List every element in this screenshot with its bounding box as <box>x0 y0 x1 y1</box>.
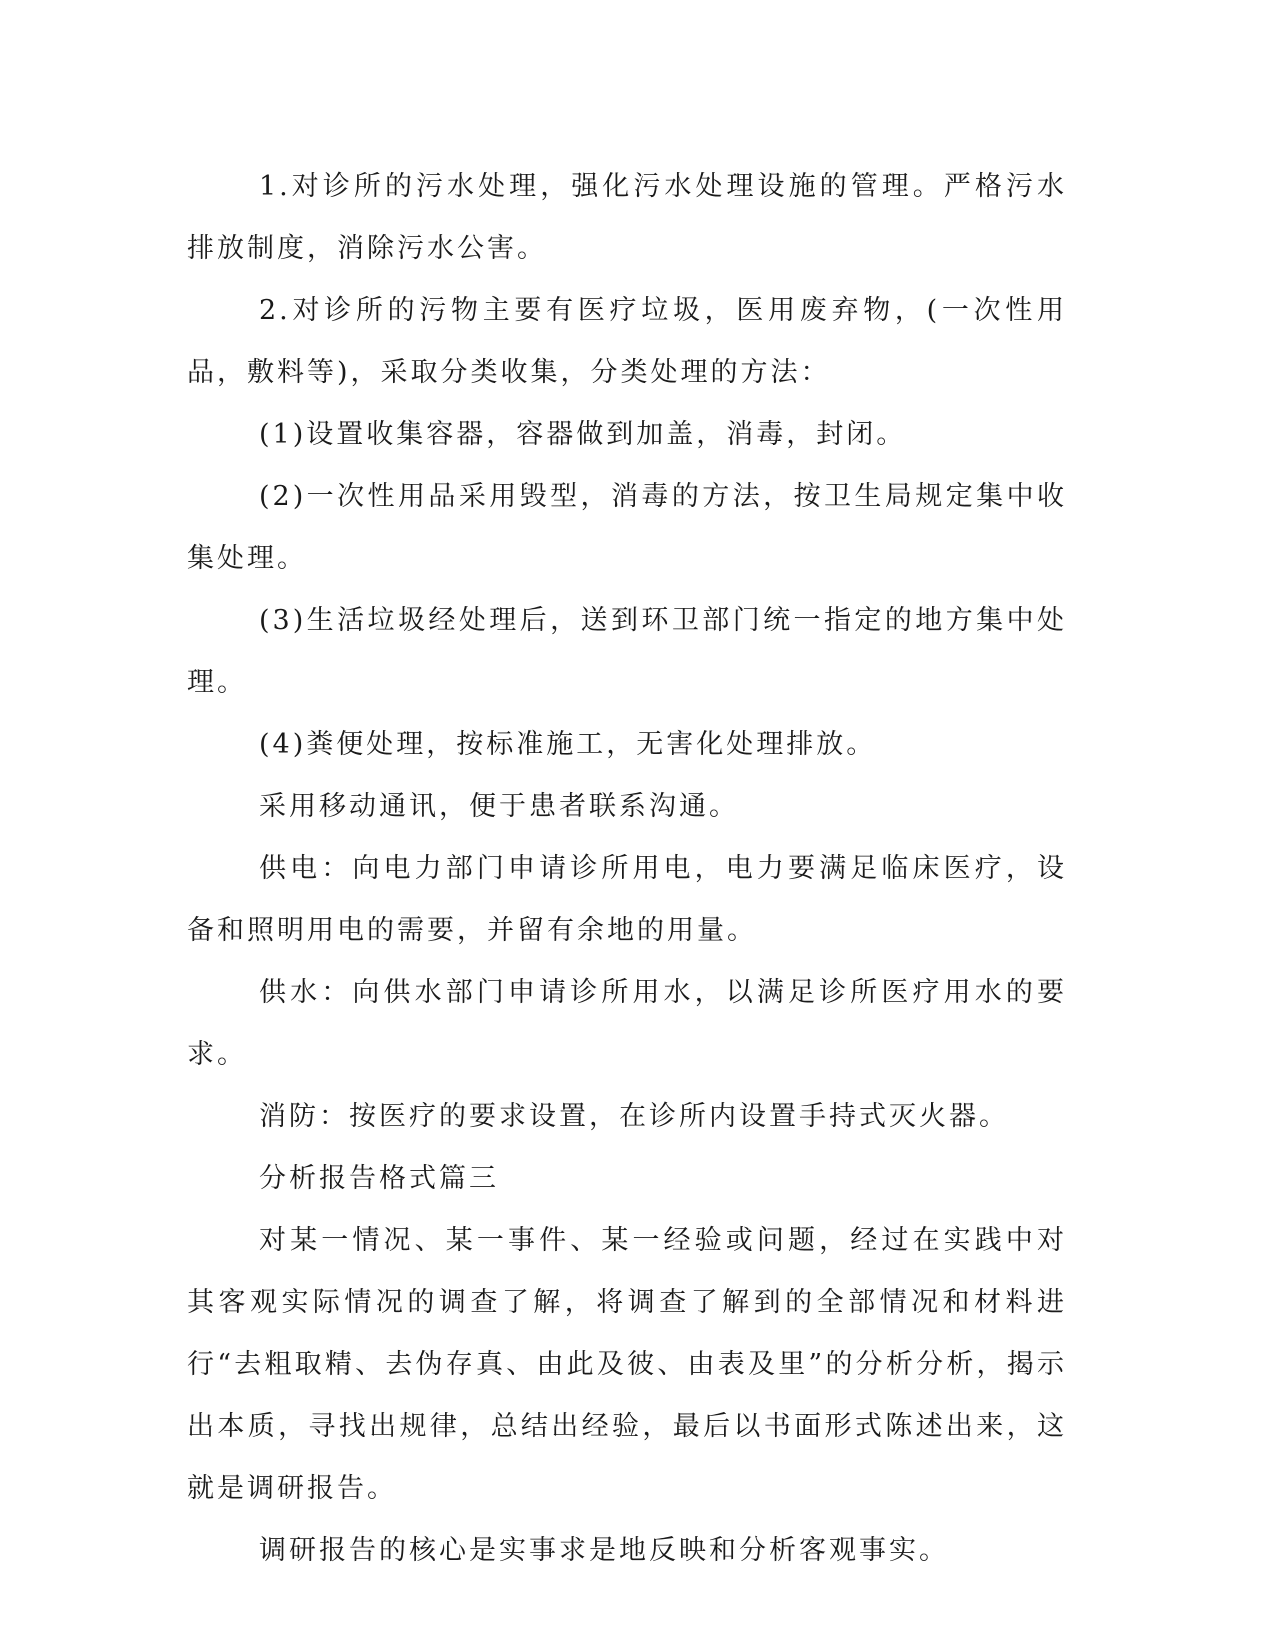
paragraph-report-core: 调研报告的核心是实事求是地反映和分析客观事实。 <box>259 1535 949 1566</box>
paragraph-collection-containers: (1)设置收集容器，容器做到加盖，消毒，封闭。 <box>259 419 907 450</box>
paragraph-household-waste: (3)生活垃圾经处理后，送到环卫部门统一指定的地方集中处理。 <box>187 605 1067 698</box>
paragraph-waste-classification: 2.对诊所的污物主要有医疗垃圾，医用废弃物，(一次性用品，敷料等)，采取分类收集，分类处理的方法： <box>187 295 1067 388</box>
paragraph-fire-protection: 消防：按医疗的要求设置，在诊所内设置手持式灭火器。 <box>259 1101 1009 1132</box>
paragraph-report-definition: 对某一情况、某一事件、某一经验或问题，经过在实践中对其客观实际情况的调查了解，将调查了解到的全部情况和材料进行“去粗取精、去伪存真、由此及彼、由表及里”的分析分析，揭示出本质，寻找出规律，总结出经验，最后以书面形式陈述出来，这就是调研报告。 <box>187 1225 1067 1504</box>
paragraph-power-supply: 供电：向电力部门申请诊所用电，电力要满足临床医疗，设备和照明用电的需要，并留有余地的用量。 <box>187 853 1067 946</box>
section-heading: 分析报告格式篇三 <box>259 1163 499 1194</box>
document-body <box>187 156 1067 1582</box>
paragraph-mobile-communication: 采用移动通讯，便于患者联系沟通。 <box>259 791 739 822</box>
paragraph-water-supply: 供水：向供水部门申请诊所用水，以满足诊所医疗用水的要求。 <box>187 977 1067 1070</box>
paragraph-disposable-items: (2)一次性用品采用毁型，消毒的方法，按卫生局规定集中收集处理。 <box>187 481 1067 574</box>
paragraph-feces-treatment: (4)粪便处理，按标准施工，无害化处理排放。 <box>259 729 877 760</box>
paragraph-sewage-treatment: 1.对诊所的污水处理，强化污水处理设施的管理。严格污水排放制度，消除污水公害。 <box>187 171 1067 264</box>
